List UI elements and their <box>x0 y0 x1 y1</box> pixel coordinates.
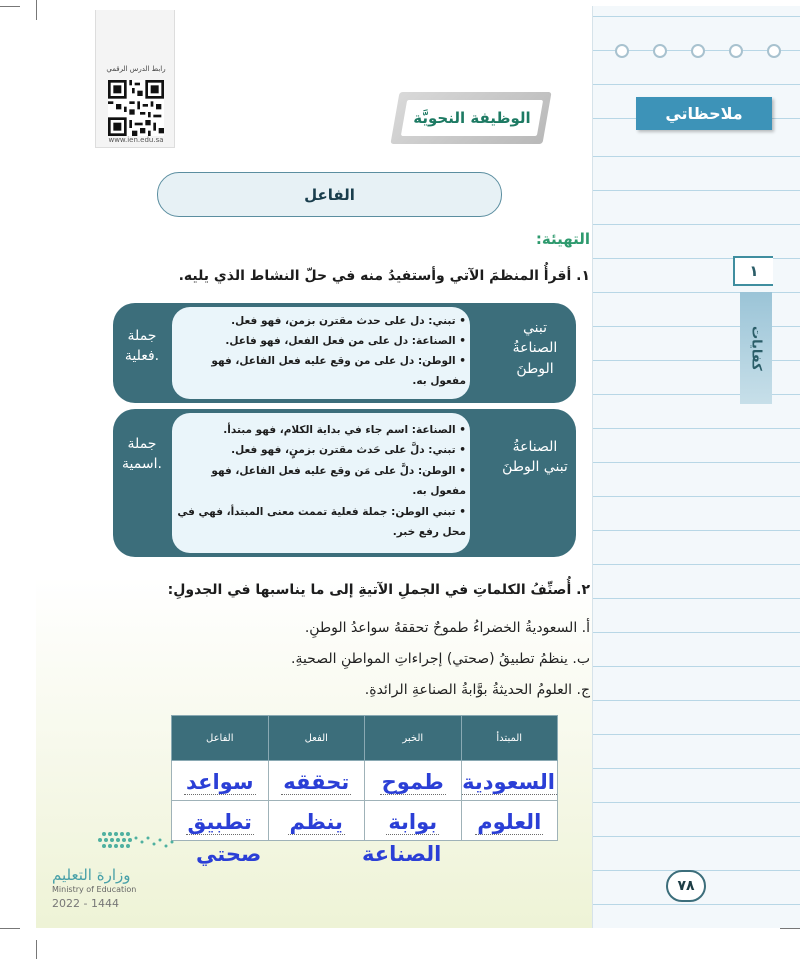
diagram-2-type: جملة اسمية. <box>122 436 162 473</box>
intro-label: التهيئة: <box>535 230 590 248</box>
diagram-1-bullet: • الصناعة: دل على من فعل الفعل، فهو فاعل. <box>176 332 466 352</box>
ministry-year: 2022 - 1444 <box>52 897 119 910</box>
sentence-c: ج. العلومُ الحديثةُ بوَّابةُ الصناعةِ الرائدةِ. <box>364 682 590 698</box>
diagram-2-sentence: الصناعةُ تبني الوطنَ <box>502 439 568 476</box>
diagram-1-bullet: • تبني: دل على حدث مقترن بزمن، فهو فعل. <box>176 312 466 332</box>
header-fiel: الفعل <box>268 716 365 761</box>
table-header-row <box>172 716 558 761</box>
handwritten-answer: العلوم <box>477 810 542 834</box>
notes-panel <box>592 6 800 928</box>
handwritten-answer: ينظم <box>289 810 343 834</box>
classification-table <box>171 715 558 841</box>
qr-title: رابط الدرس الرقمي <box>106 65 166 73</box>
handwritten-answer: الصناعة <box>362 842 442 866</box>
ministry-name-ar: وزارة التعليم <box>52 866 131 884</box>
sentence-a: أ. السعوديةُ الخضراءُ طموحٌ تحققهُ سواعدُ الوطنِ. <box>304 620 590 636</box>
diagram-2-bullet: • الصناعة: اسم جاء في بداية الكلام، فهو مبتدأ. <box>176 420 466 440</box>
crop-mark <box>780 928 800 929</box>
diagram-2-bullet: • تبني: دلَّ على حَدث مقترن بزمنٍ، فهو فعل. <box>176 440 466 460</box>
table-cell[interactable] <box>461 761 558 801</box>
crop-mark <box>36 0 37 20</box>
qr-url[interactable]: www.ien.edu.sa <box>108 136 164 144</box>
chapter-number: ١ <box>733 256 773 286</box>
ring-icon <box>615 44 629 58</box>
diagram-2-bullet: • الوطن: دلَّ على مَن وقع عليه فعل الفاعل، فهو مفعول به. <box>176 461 466 502</box>
ring-icon <box>691 44 705 58</box>
notes-header: ملاحظاتي <box>636 97 772 130</box>
handwritten-answer: بوابة <box>388 810 438 834</box>
table-cell[interactable] <box>461 801 558 841</box>
page-number: ٧٨ <box>666 870 706 902</box>
diagram-1-type: جملة فعلية. <box>124 328 160 365</box>
topic-title: الفاعل <box>157 172 502 217</box>
diagram-2-bullet: • تبني الوطن: جملة فعلية تممت معنى المبتدأ، فهي في محل رفع خبر. <box>176 502 466 543</box>
ministry-name-en: Ministry of Education <box>52 885 137 894</box>
diagram-1-bullet: • الوطن: دل على من وقع عليه فعل الفاعل، فهو مفعول به. <box>176 352 466 392</box>
handwritten-answer: تطبيق <box>187 810 252 834</box>
crop-mark <box>36 940 37 959</box>
diagram-1-bullets <box>176 312 466 392</box>
ring-icon <box>729 44 743 58</box>
table-cell[interactable] <box>268 761 365 801</box>
lesson-title: الوظيفة النحويَّة <box>413 109 531 127</box>
table-cell[interactable] <box>268 801 365 841</box>
table-row <box>172 801 558 841</box>
handwritten-answer: تحققه <box>283 770 350 794</box>
question-1: ١. أقرأُ المنظمَ الآتي وأستفيدُ منه في حلّ النشاط الذي يليه. <box>178 268 590 284</box>
header-khabar: الخبر <box>365 716 462 761</box>
crop-mark <box>0 928 20 929</box>
handwritten-answer: صحتي <box>196 842 262 866</box>
crop-mark <box>0 6 20 7</box>
ring-icon <box>767 44 781 58</box>
table-cell[interactable] <box>365 761 462 801</box>
diagram-1-sentence: تبني الصناعةُ الوطنَ <box>512 320 558 377</box>
handwritten-answer: طموح <box>381 770 444 794</box>
question-2: ٢. أُصنِّفُ الكلماتِ في الجملِ الآتيةِ إلى ما يناسبها في الجدولِ: <box>167 582 590 598</box>
sentence-b: ب. ينظمُ تطبيقُ (صحتي) إجراءاتِ المواطنِ الصحيةِ. <box>291 651 590 667</box>
table-cell[interactable] <box>172 761 269 801</box>
header-fael: الفاعل <box>172 716 269 761</box>
table-cell[interactable] <box>365 801 462 841</box>
diagram-2-bullets <box>176 420 466 543</box>
handwritten-answer: السعودية <box>462 770 555 794</box>
qr-code-icon[interactable] <box>108 80 164 136</box>
header-mubtada: المبتدأ <box>461 716 558 761</box>
chapter-tab: كفايات <box>740 292 772 404</box>
ring-icon <box>653 44 667 58</box>
qr-panel <box>95 10 175 148</box>
handwritten-answer: سواعد <box>186 770 254 794</box>
table-row <box>172 761 558 801</box>
